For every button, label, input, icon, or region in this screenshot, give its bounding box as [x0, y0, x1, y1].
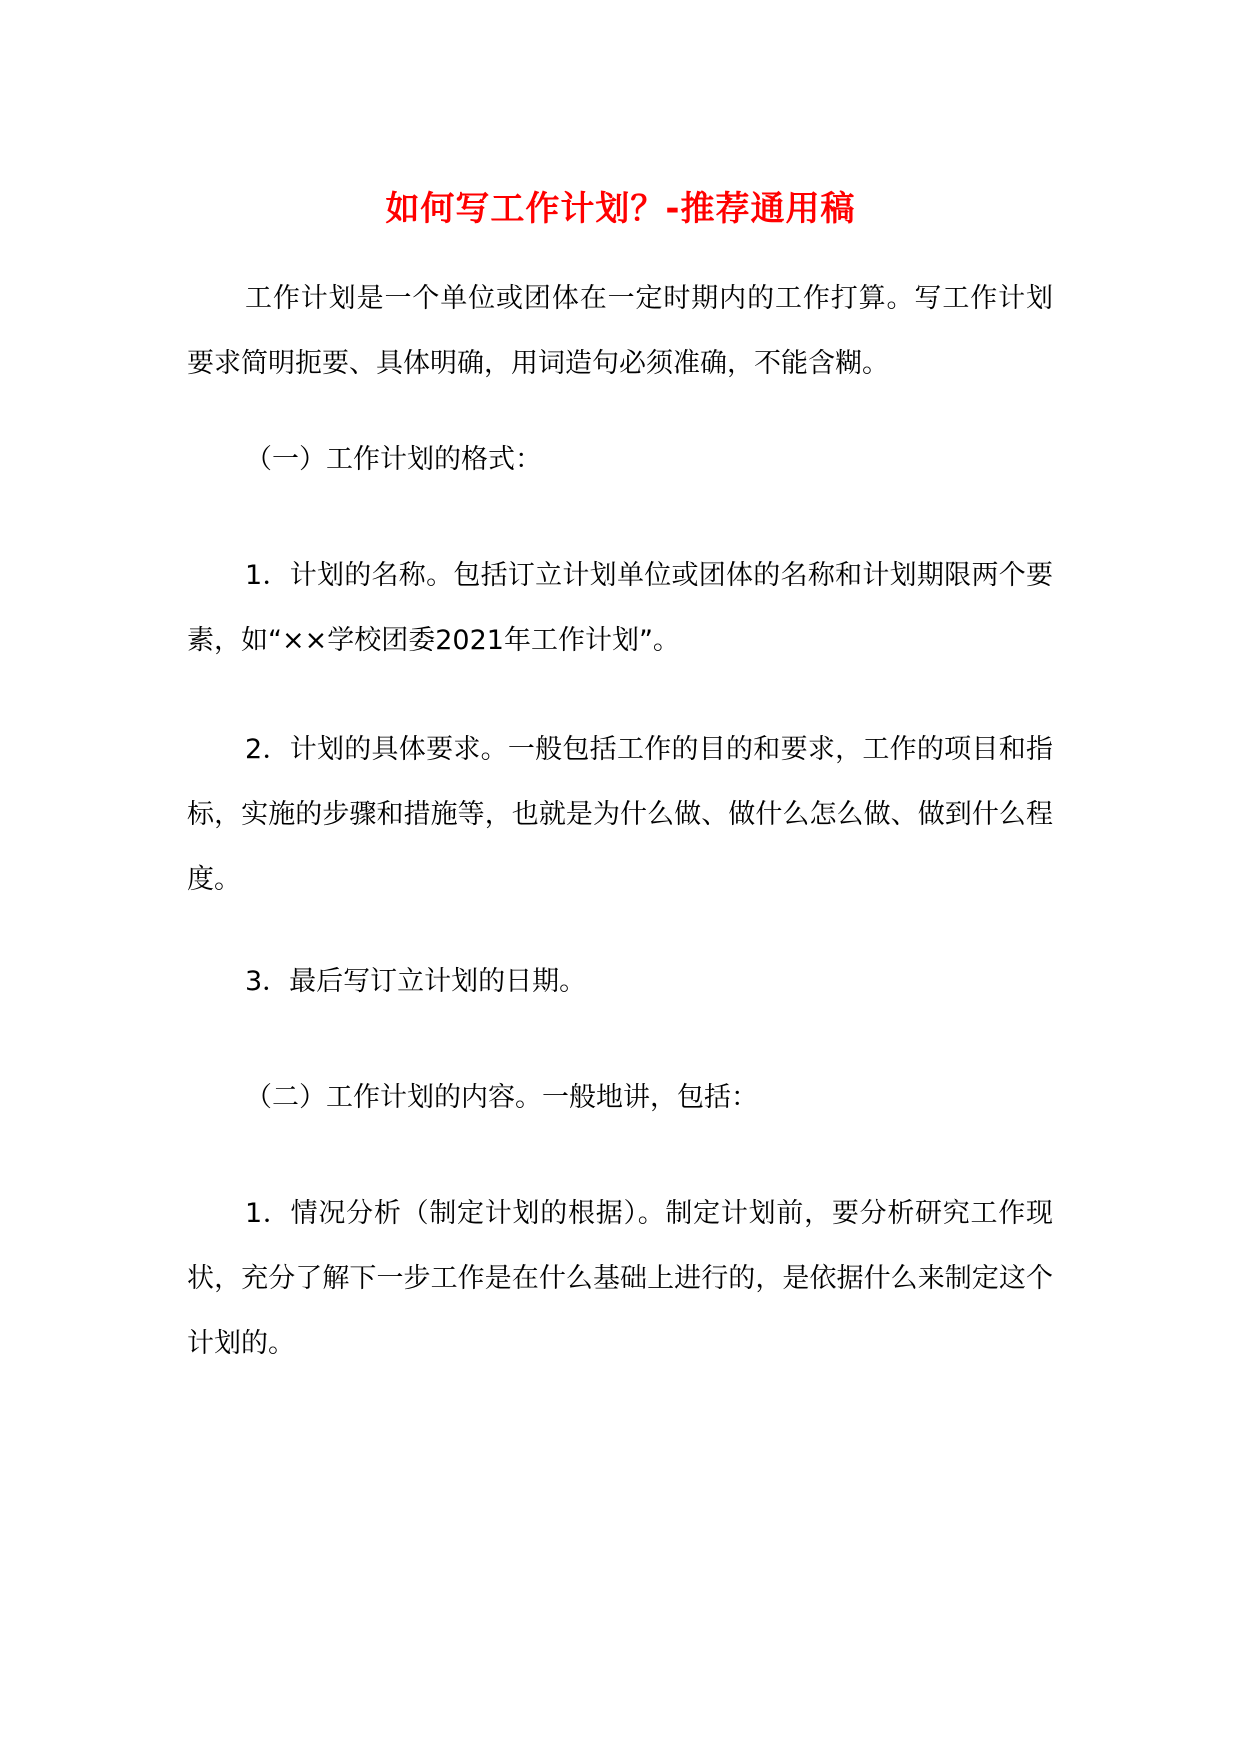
paragraph-format-item-3: 3．最后写订立计划的日期。 — [245, 966, 587, 997]
section-heading-content: （二）工作计划的内容。一般地讲，包括： — [245, 1082, 758, 1113]
paragraph-intro: 工作计划是一个单位或团体在一定时期内的工作打算。写工作计划要求简明扼要、具体明确，用词造句必须准确，不能含糊。 — [187, 283, 1053, 379]
paragraph-content-item-1: 1．情况分析（制定计划的根据）。制定计划前，要分析研究工作现状，充分了解下一步工作是在什么基础上进行的，是依据什么来制定这个计划的。 — [187, 1198, 1053, 1359]
paragraph-format-item-1: 1．计划的名称。包括订立计划单位或团体的名称和计划期限两个要素，如“××学校团委2021年工作计划”。 — [187, 560, 1053, 656]
document-title: 如何写工作计划？-推荐通用稿 — [385, 188, 856, 229]
section-heading-format: （一）工作计划的格式： — [245, 444, 542, 475]
paragraph-format-item-2: 2．计划的具体要求。一般包括工作的目的和要求，工作的项目和指标，实施的步骤和措施等，也就是为什么做、做什么怎么做、做到什么程度。 — [187, 734, 1053, 895]
